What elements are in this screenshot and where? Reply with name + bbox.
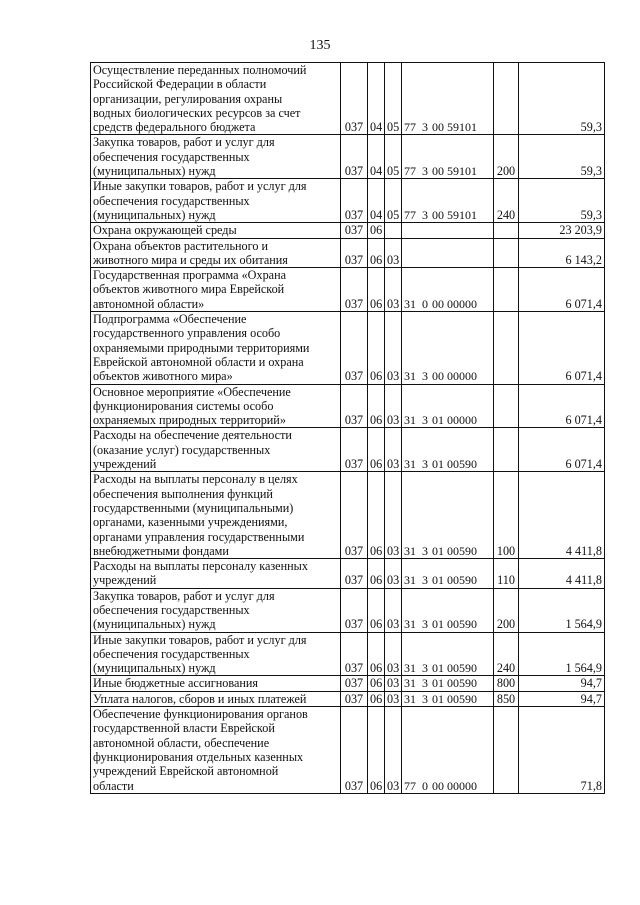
sum-value: 1 564,9 [519, 632, 605, 676]
section-code: 06 [368, 384, 385, 428]
row-name-line: Охрана окружающей среды [93, 223, 237, 238]
row-name-line: объектов животного мира Еврейской [93, 282, 285, 297]
target-subprogram: 3 [422, 164, 428, 179]
section-code: 04 [368, 135, 385, 179]
subsection-code: 03 [385, 238, 402, 268]
target-direction: 00 59101 [432, 207, 477, 222]
row-name [91, 428, 341, 472]
expense-type-code [494, 268, 519, 312]
row-name-line: объектов животного мира» [93, 369, 233, 384]
section-code: 04 [368, 179, 385, 223]
ministry-code: 037 [341, 384, 368, 428]
row-name [91, 691, 341, 706]
ministry-code: 037 [341, 223, 368, 238]
target-program: 31 [404, 661, 416, 676]
target-article-code [402, 223, 494, 238]
row-name-line: области [93, 778, 134, 793]
sum-value: 4 411,8 [519, 472, 605, 559]
row-name-line: обеспечения государственных [93, 602, 250, 617]
row-name-line: Иные бюджетные ассигнования [93, 676, 259, 691]
sum-value: 94,7 [519, 676, 605, 691]
ministry-code: 037 [341, 676, 368, 691]
section-code: 06 [368, 268, 385, 312]
target-article-code [402, 268, 494, 312]
target-article-code [402, 312, 494, 384]
row-name [91, 472, 341, 559]
row-name-line: (муниципальных) нужд [93, 617, 216, 632]
row-name-line: обеспечения государственных [93, 193, 250, 208]
row-name-line: автономной области, обеспечение [93, 735, 270, 750]
target-direction: 01 00000 [432, 413, 477, 428]
target-article-code [402, 676, 494, 691]
table-row [91, 691, 605, 706]
row-name-line: государственной власти Еврейской [93, 721, 275, 736]
row-name-line: Обеспечение функционирования органов [93, 707, 308, 722]
expense-type-code [494, 384, 519, 428]
target-program: 31 [404, 457, 416, 472]
row-name-line: учреждений [93, 457, 157, 472]
target-article-code [402, 472, 494, 559]
sum-value: 6 071,4 [519, 384, 605, 428]
expense-type-code [494, 223, 519, 238]
target-article-code [402, 135, 494, 179]
target-direction: 00 00000 [432, 296, 477, 311]
ministry-code: 037 [341, 312, 368, 384]
ministry-code: 037 [341, 707, 368, 794]
target-subprogram: 0 [422, 778, 428, 793]
expense-type-code: 200 [494, 588, 519, 632]
row-name-line: (оказание услуг) государственных [93, 442, 271, 457]
row-name-line: Расходы на выплаты персоналу в целях [93, 472, 298, 487]
subsection-code: 03 [385, 691, 402, 706]
sum-value: 1 564,9 [519, 588, 605, 632]
section-code: 06 [368, 428, 385, 472]
subsection-code: 03 [385, 559, 402, 589]
page-number: 135 [309, 38, 331, 53]
row-name-line: Расходы на обеспечение деятельности [93, 428, 292, 443]
row-name-line: государственными (муниципальными) [93, 500, 294, 515]
sum-value: 23 203,9 [519, 223, 605, 238]
target-subprogram: 3 [422, 573, 428, 588]
target-program: 31 [404, 369, 416, 384]
sum-value: 94,7 [519, 691, 605, 706]
target-article-code [402, 63, 494, 135]
row-name [91, 223, 341, 238]
sum-value: 6 071,4 [519, 428, 605, 472]
row-name-line: средств федерального бюджета [93, 120, 256, 135]
target-direction: 01 00590 [432, 457, 477, 472]
row-name-line: учреждений Еврейской автономной [93, 764, 279, 779]
row-name [91, 707, 341, 794]
ministry-code: 037 [341, 559, 368, 589]
target-program: 31 [404, 413, 416, 428]
expense-type-code [494, 238, 519, 268]
target-program: 77 [404, 164, 416, 179]
target-article-code [402, 179, 494, 223]
expense-type-code: 240 [494, 632, 519, 676]
target-subprogram: 3 [422, 617, 428, 632]
row-name [91, 676, 341, 691]
row-name [91, 384, 341, 428]
expense-type-code [494, 707, 519, 794]
target-article-code [402, 691, 494, 706]
target-article-code [402, 707, 494, 794]
ministry-code: 037 [341, 428, 368, 472]
sum-value: 4 411,8 [519, 559, 605, 589]
row-name-line: государственного управления особо [93, 326, 281, 341]
row-name-line: Иные закупки товаров, работ и услуг для [93, 179, 307, 194]
table-row [91, 632, 605, 676]
target-direction: 01 00590 [432, 676, 477, 691]
section-code: 06 [368, 223, 385, 238]
row-name-line: обеспечения выполнения функций [93, 486, 273, 501]
table-row [91, 384, 605, 428]
expense-type-code [494, 428, 519, 472]
table-row [91, 676, 605, 691]
target-program: 77 [404, 120, 416, 135]
row-name-line: внебюджетными фондами [93, 543, 229, 558]
target-article-code [402, 384, 494, 428]
table-row [91, 472, 605, 559]
row-name [91, 179, 341, 223]
target-program: 77 [404, 207, 416, 222]
row-name [91, 268, 341, 312]
target-article-code [402, 428, 494, 472]
table-row [91, 707, 605, 794]
sum-value: 59,3 [519, 63, 605, 135]
row-name-line: охраняемых природных территорий» [93, 413, 286, 428]
target-subprogram: 3 [422, 457, 428, 472]
target-subprogram: 3 [422, 691, 428, 706]
table-row [91, 238, 605, 268]
target-direction: 01 00590 [432, 617, 477, 632]
row-name [91, 632, 341, 676]
expense-type-code: 200 [494, 135, 519, 179]
row-name-line: обеспечения государственных [93, 646, 250, 661]
section-code: 06 [368, 676, 385, 691]
section-code: 04 [368, 63, 385, 135]
row-name [91, 588, 341, 632]
row-name-line: Государственная программа «Охрана [93, 268, 287, 283]
row-name-line: Еврейской автономной области и охрана [93, 354, 304, 369]
ministry-code: 037 [341, 179, 368, 223]
target-direction: 01 00590 [432, 543, 477, 558]
row-name-line: Расходы на выплаты персоналу казенных [93, 559, 308, 574]
target-program: 77 [404, 778, 416, 793]
target-direction: 01 00590 [432, 661, 477, 676]
budget-table [90, 62, 605, 794]
target-direction: 01 00590 [432, 573, 477, 588]
expense-type-code: 100 [494, 472, 519, 559]
target-program: 31 [404, 296, 416, 311]
row-name-line: учреждений [93, 573, 157, 588]
expense-type-code: 110 [494, 559, 519, 589]
sum-value: 59,3 [519, 179, 605, 223]
section-code: 06 [368, 559, 385, 589]
ministry-code: 037 [341, 135, 368, 179]
row-name-line: (муниципальных) нужд [93, 661, 216, 676]
table-row [91, 559, 605, 589]
ministry-code: 037 [341, 632, 368, 676]
row-name-line: (муниципальных) нужд [93, 164, 216, 179]
row-name-line: охраняемыми природными территориями [93, 340, 310, 355]
ministry-code: 037 [341, 268, 368, 312]
ministry-code: 037 [341, 472, 368, 559]
subsection-code: 03 [385, 632, 402, 676]
subsection-code: 03 [385, 707, 402, 794]
subsection-code [385, 223, 402, 238]
ministry-code: 037 [341, 63, 368, 135]
sum-value: 6 071,4 [519, 312, 605, 384]
row-name [91, 238, 341, 268]
table-row [91, 588, 605, 632]
section-code: 06 [368, 472, 385, 559]
table-row [91, 135, 605, 179]
row-name-line: органами управления государственными [93, 529, 305, 544]
target-subprogram: 0 [422, 296, 428, 311]
expense-type-code [494, 63, 519, 135]
subsection-code: 03 [385, 588, 402, 632]
row-name-line: функционирования отдельных казенных [93, 749, 304, 764]
row-name-line: животного мира и среды их обитания [93, 252, 288, 267]
section-code: 06 [368, 312, 385, 384]
target-direction: 00 00000 [432, 778, 477, 793]
row-name [91, 135, 341, 179]
target-program: 31 [404, 543, 416, 558]
target-direction: 00 00000 [432, 369, 477, 384]
row-name-line: функционирования системы особо [93, 398, 274, 413]
expense-type-code [494, 312, 519, 384]
row-name-line: Уплата налогов, сборов и иных платежей [93, 691, 307, 706]
table-row [91, 312, 605, 384]
ministry-code: 037 [341, 691, 368, 706]
target-subprogram: 3 [422, 543, 428, 558]
ministry-code: 037 [341, 588, 368, 632]
table-row [91, 223, 605, 238]
subsection-code: 03 [385, 268, 402, 312]
expense-type-code: 850 [494, 691, 519, 706]
subsection-code: 05 [385, 179, 402, 223]
row-name-line: Подпрограмма «Обеспечение [93, 312, 247, 327]
subsection-code: 05 [385, 63, 402, 135]
row-name-line: автономной области» [93, 296, 205, 311]
target-article-code [402, 588, 494, 632]
target-subprogram: 3 [422, 413, 428, 428]
section-code: 06 [368, 588, 385, 632]
section-code: 06 [368, 238, 385, 268]
target-subprogram: 3 [422, 207, 428, 222]
target-article-code [402, 238, 494, 268]
subsection-code: 03 [385, 472, 402, 559]
row-name-line: Закупка товаров, работ и услуг для [93, 135, 275, 150]
sum-value: 6 143,2 [519, 238, 605, 268]
row-name-line: (муниципальных) нужд [93, 207, 216, 222]
row-name-line: Российской Федерации в области [93, 77, 267, 92]
target-program: 31 [404, 573, 416, 588]
target-subprogram: 3 [422, 120, 428, 135]
table-row [91, 428, 605, 472]
sum-value: 6 071,4 [519, 268, 605, 312]
expense-type-code: 240 [494, 179, 519, 223]
row-name-line: организации, регулирования охраны [93, 91, 283, 106]
subsection-code: 03 [385, 312, 402, 384]
row-name [91, 312, 341, 384]
target-article-code [402, 559, 494, 589]
sum-value: 71,8 [519, 707, 605, 794]
subsection-code: 03 [385, 428, 402, 472]
expense-type-code: 800 [494, 676, 519, 691]
table-row [91, 63, 605, 135]
row-name-line: водных биологических ресурсов за счет [93, 105, 301, 120]
target-subprogram: 3 [422, 676, 428, 691]
target-subprogram: 3 [422, 369, 428, 384]
row-name-line: Основное мероприятие «Обеспечение [93, 384, 291, 399]
row-name [91, 63, 341, 135]
row-name-line: органами, казенными учреждениями, [93, 515, 288, 530]
row-name-line: Закупка товаров, работ и услуг для [93, 588, 275, 603]
sum-value: 59,3 [519, 135, 605, 179]
row-name [91, 559, 341, 589]
table-row [91, 179, 605, 223]
target-program: 31 [404, 691, 416, 706]
row-name-line: обеспечения государственных [93, 149, 250, 164]
row-name-line: Осуществление переданных полномочий [93, 63, 307, 77]
target-subprogram: 3 [422, 661, 428, 676]
subsection-code: 03 [385, 676, 402, 691]
target-direction: 01 00590 [432, 691, 477, 706]
section-code: 06 [368, 707, 385, 794]
table-row [91, 268, 605, 312]
section-code: 06 [368, 691, 385, 706]
target-program: 31 [404, 617, 416, 632]
target-direction: 00 59101 [432, 164, 477, 179]
target-program: 31 [404, 676, 416, 691]
row-name-line: Иные закупки товаров, работ и услуг для [93, 632, 307, 647]
row-name-line: Охрана объектов растительного и [93, 238, 269, 253]
section-code: 06 [368, 632, 385, 676]
subsection-code: 03 [385, 384, 402, 428]
target-direction: 00 59101 [432, 120, 477, 135]
target-article-code [402, 632, 494, 676]
subsection-code: 05 [385, 135, 402, 179]
ministry-code: 037 [341, 238, 368, 268]
